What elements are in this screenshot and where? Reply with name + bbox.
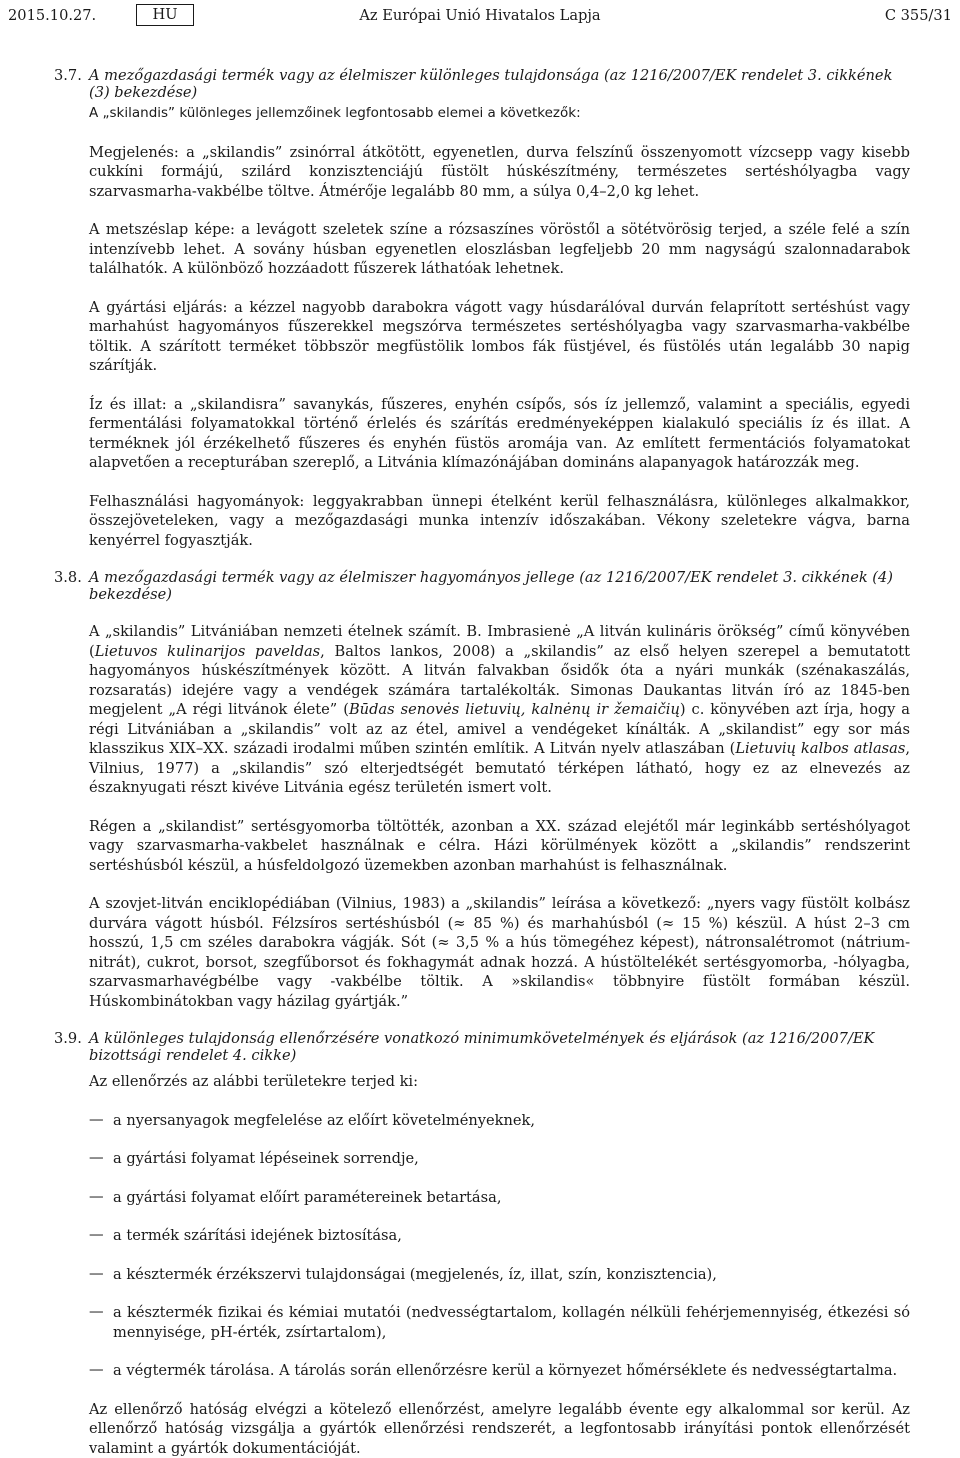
history-text-1: A „skilandis” Litvániában nemzeti ételnek számít. B. Imbrasienė „A litván kulináris örökség” című könyvében ( (89, 623, 910, 660)
list-item-text: a gyártási folyamat lépéseinek sorrendje, (113, 1149, 910, 1169)
usage-paragraph: Felhasználási hagyományok: leggyakrabban ünnepi ételként kerül felhasználásra, különleges alkalmakkor, összejöveteleken, vagy a mezőgazdasági munka intenzív időszakában. Vékony szeletekre vágva, barna kenyérrel fogyasztják. (89, 492, 910, 551)
list-item-text: a gyártási folyamat előírt paramétereinek betartása, (113, 1188, 910, 1208)
list-item-text: a nyersanyagok megfelelése az előírt követelményeknek, (113, 1111, 910, 1131)
section-3-9-heading (54, 1030, 910, 1064)
history-text-2: , Baltos lankos, 2008) a „skilandis” az első helyen szerepel a bemutatott hagyományos húskészítmények között. A litván falvakban ősidők óta a nyári munkák (szénakaszálás, rozsaratás) idejére vagy a vendégek számára tartalékolták. Simonas Daukantas litván író az 1845-ben megjelent „A régi litvánok élete” ( (89, 643, 910, 719)
control-intro: Az ellenőrzés az alábbi területekre terjed ki: (89, 1072, 910, 1092)
book-title-lietuvos: Lietuvos kulinarijos paveldas (95, 643, 320, 660)
casing-paragraph: Régen a „skilandist” sertésgyomorba töltötték, azonban a XX. század elejétől már leginkább sertéshólyagot vagy szarvasmarha-vakbelet használnak e célra. Házi körülmények között a „skilandis” rendszerint sertéshúsból készül, a húsfeldolgozó üzemekben azonban marhahúst is felhasználnak. (89, 817, 910, 876)
encyclopedia-paragraph: A szovjet-litván enciklopédiában (Vilnius, 1983) a „skilandis” leírása a következő: „nyers vagy füstölt kolbász durvára vágott húsból. Félzsíros sertéshúsból (≈ 85 %) és marhahúsból (≈ 15 %) készül. A húst 2–3 cm hosszú, 1,5 cm széles darabokra vágják. Sót (≈ 3,5 % a hús tömegéhez képest), nátronsalétromot (nátrium-nitrát), cukrot, borsot, szegfűborsot és fokhagymát adnak hozzá. A hústöltelékét sertésgyomorba, -hólyagba, szarvasmarhavégbélbe vagy -vakbélbe töltik. A »skilandis« többnyire füstölt formában készül. Húskombinátokban vagy házilag gyártják.” (89, 894, 910, 1011)
section-3-8-heading (54, 569, 910, 603)
dash-marker: — (89, 1303, 113, 1342)
section-number: 3.7. (54, 67, 89, 101)
control-list (89, 1111, 910, 1381)
list-item (89, 1303, 910, 1342)
intro-paragraph: A „skilandis” különleges jellemzőinek legfontosabb elemei a következők: (89, 104, 910, 124)
taste-paragraph: Íz és illat: a „skilandisra” savanykás, fűszeres, enyhén csípős, sós íz jellemző, valamint a speciális, egyedi fermentálási folyamatokkal történő érlelés és szárítás eredményeképpen kialakuló speciális íz és illat. A terméknek jól érzékelhető fűszeres és enyhén füstös aromája van. Az említett fermentációs folyamatokat alapvetően a recepturában szereplő, a Litvánia klímazónájában domináns alapanyagok határozzák meg. (89, 395, 910, 473)
section-title: A különleges tulajdonság ellenőrzésére vonatkozó minimumkövetelmények és eljárások (az 1216/2007/EK bizottsági rendelet 4. cikke) (89, 1030, 910, 1064)
section-number: 3.9. (54, 1030, 89, 1064)
document-body (54, 67, 910, 1458)
section-3-8-body (89, 622, 910, 1011)
cut-surface-paragraph: A metszéslap képe: a levágott szeletek színe a rózsaszínes vöröstől a sötétvörösig terjed, a széle felé a szín intenzívebb lehet. A sovány húsban egyenetlen eloszlásban legfeljebb 20 mm nagyságú szalonnadarabok találhatók. A különböző hozzáadott fűszerek láthatóak lehetnek. (89, 220, 910, 279)
dash-marker: — (89, 1361, 113, 1381)
list-item-text: a késztermék érzékszervi tulajdonságai (megjelenés, íz, illat, szín, konzisztencia), (113, 1265, 910, 1285)
list-item-text: a késztermék fizikai és kémiai mutatói (nedvességtartalom, kollagén nélküli fehérjemennyiség, étkezési só mennyisége, pH-érték, zsírtartalom), (113, 1303, 910, 1342)
journal-title: Az Európai Unió Hivatalos Lapja (0, 7, 960, 24)
language-badge: HU (136, 4, 194, 26)
section-3-9-body (89, 1072, 910, 1458)
dash-marker: — (89, 1111, 113, 1131)
page-header (0, 0, 960, 30)
dash-marker: — (89, 1226, 113, 1246)
list-item (89, 1361, 910, 1381)
production-paragraph: A gyártási eljárás: a kézzel nagyobb darabokra vágott vagy húsdarálóval durván felaprított sertéshúst vagy marhahúst hagyományos fűszerekkel megszórva természetes sertéshólyagba vagy szarvasmarha-vakbélbe töltik. A szárított terméket többször megfüstölik lombos fák füstjével, és füstölés után legalább 30 napig szárítják. (89, 298, 910, 376)
section-title: A mezőgazdasági termék vagy az élelmiszer hagyományos jellege (az 1216/2007/EK rendelet 3. cikkének (4) bekezdése) (89, 569, 910, 603)
list-item (89, 1265, 910, 1285)
list-item (89, 1111, 910, 1131)
list-item (89, 1226, 910, 1246)
list-item-text: a végtermék tárolása. A tárolás során ellenőrzésre kerül a környezet hőmérséklete és nedvességtartalma. (113, 1361, 910, 1381)
section-number: 3.8. (54, 569, 89, 603)
publication-date: 2015.10.27. (8, 7, 96, 24)
history-text-3: ) c. könyvében azt írja, hogy a régi Litvániában a „skilandis” volt az az étel, amivel a vendégeket kínálták. A „skilandist” egy sor más klasszikus XIX–XX. századi irodalmi műben szintén említik. A Litván nyelv atlaszában ( (89, 701, 910, 757)
list-item (89, 1188, 910, 1208)
list-item (89, 1149, 910, 1169)
page-reference: C 355/31 (885, 7, 952, 24)
appearance-paragraph: Megjelenés: a „skilandis” zsinórral átkötött, egyenetlen, durva felszínű összenyomott vízcsepp vagy kisebb cukkíni formájú, szilárd konzisztenciájú füstölt húskészítmény, természetes sertéshólyagba vagy szarvasmarha-vakbélbe töltve. Átmérője legalább 80 mm, a súlya 0,4–2,0 kg lehet. (89, 143, 910, 202)
section-3-7-heading (54, 67, 910, 101)
book-title-budas: Būdas senovės lietuvių, kalnėnų ir žemaičių (349, 701, 680, 718)
section-title: A mezőgazdasági termék vagy az élelmiszer különleges tulajdonsága (az 1216/2007/EK rendelet 3. cikkének (3) bekezdése) (89, 67, 910, 101)
book-title-atlasas: Lietuvių kalbos atlasas (735, 740, 905, 757)
list-item-text: a termék szárítási idejének biztosítása, (113, 1226, 910, 1246)
section-3-7-body (89, 104, 910, 550)
closing-paragraph: Az ellenőrző hatóság elvégzi a kötelező ellenőrzést, amelyre legalább évente egy alkalommal sor kerül. Az ellenőrző hatóság vizsgálja a gyártók ellenőrzési rendszerét, a legfontosabb irányítási pontok ellenőrzését valamint a gyártók dokumentációját. (89, 1400, 910, 1458)
history-text-4: , Vilnius, 1977) a „skilandis” szó elterjedtségét bemutató térképen látható, hogy ez az elnevezés az északnyugati részt kivéve Litvánia egész területén ismert volt. (89, 740, 910, 796)
dash-marker: — (89, 1149, 113, 1169)
dash-marker: — (89, 1265, 113, 1285)
history-paragraph (89, 622, 910, 798)
dash-marker: — (89, 1188, 113, 1208)
